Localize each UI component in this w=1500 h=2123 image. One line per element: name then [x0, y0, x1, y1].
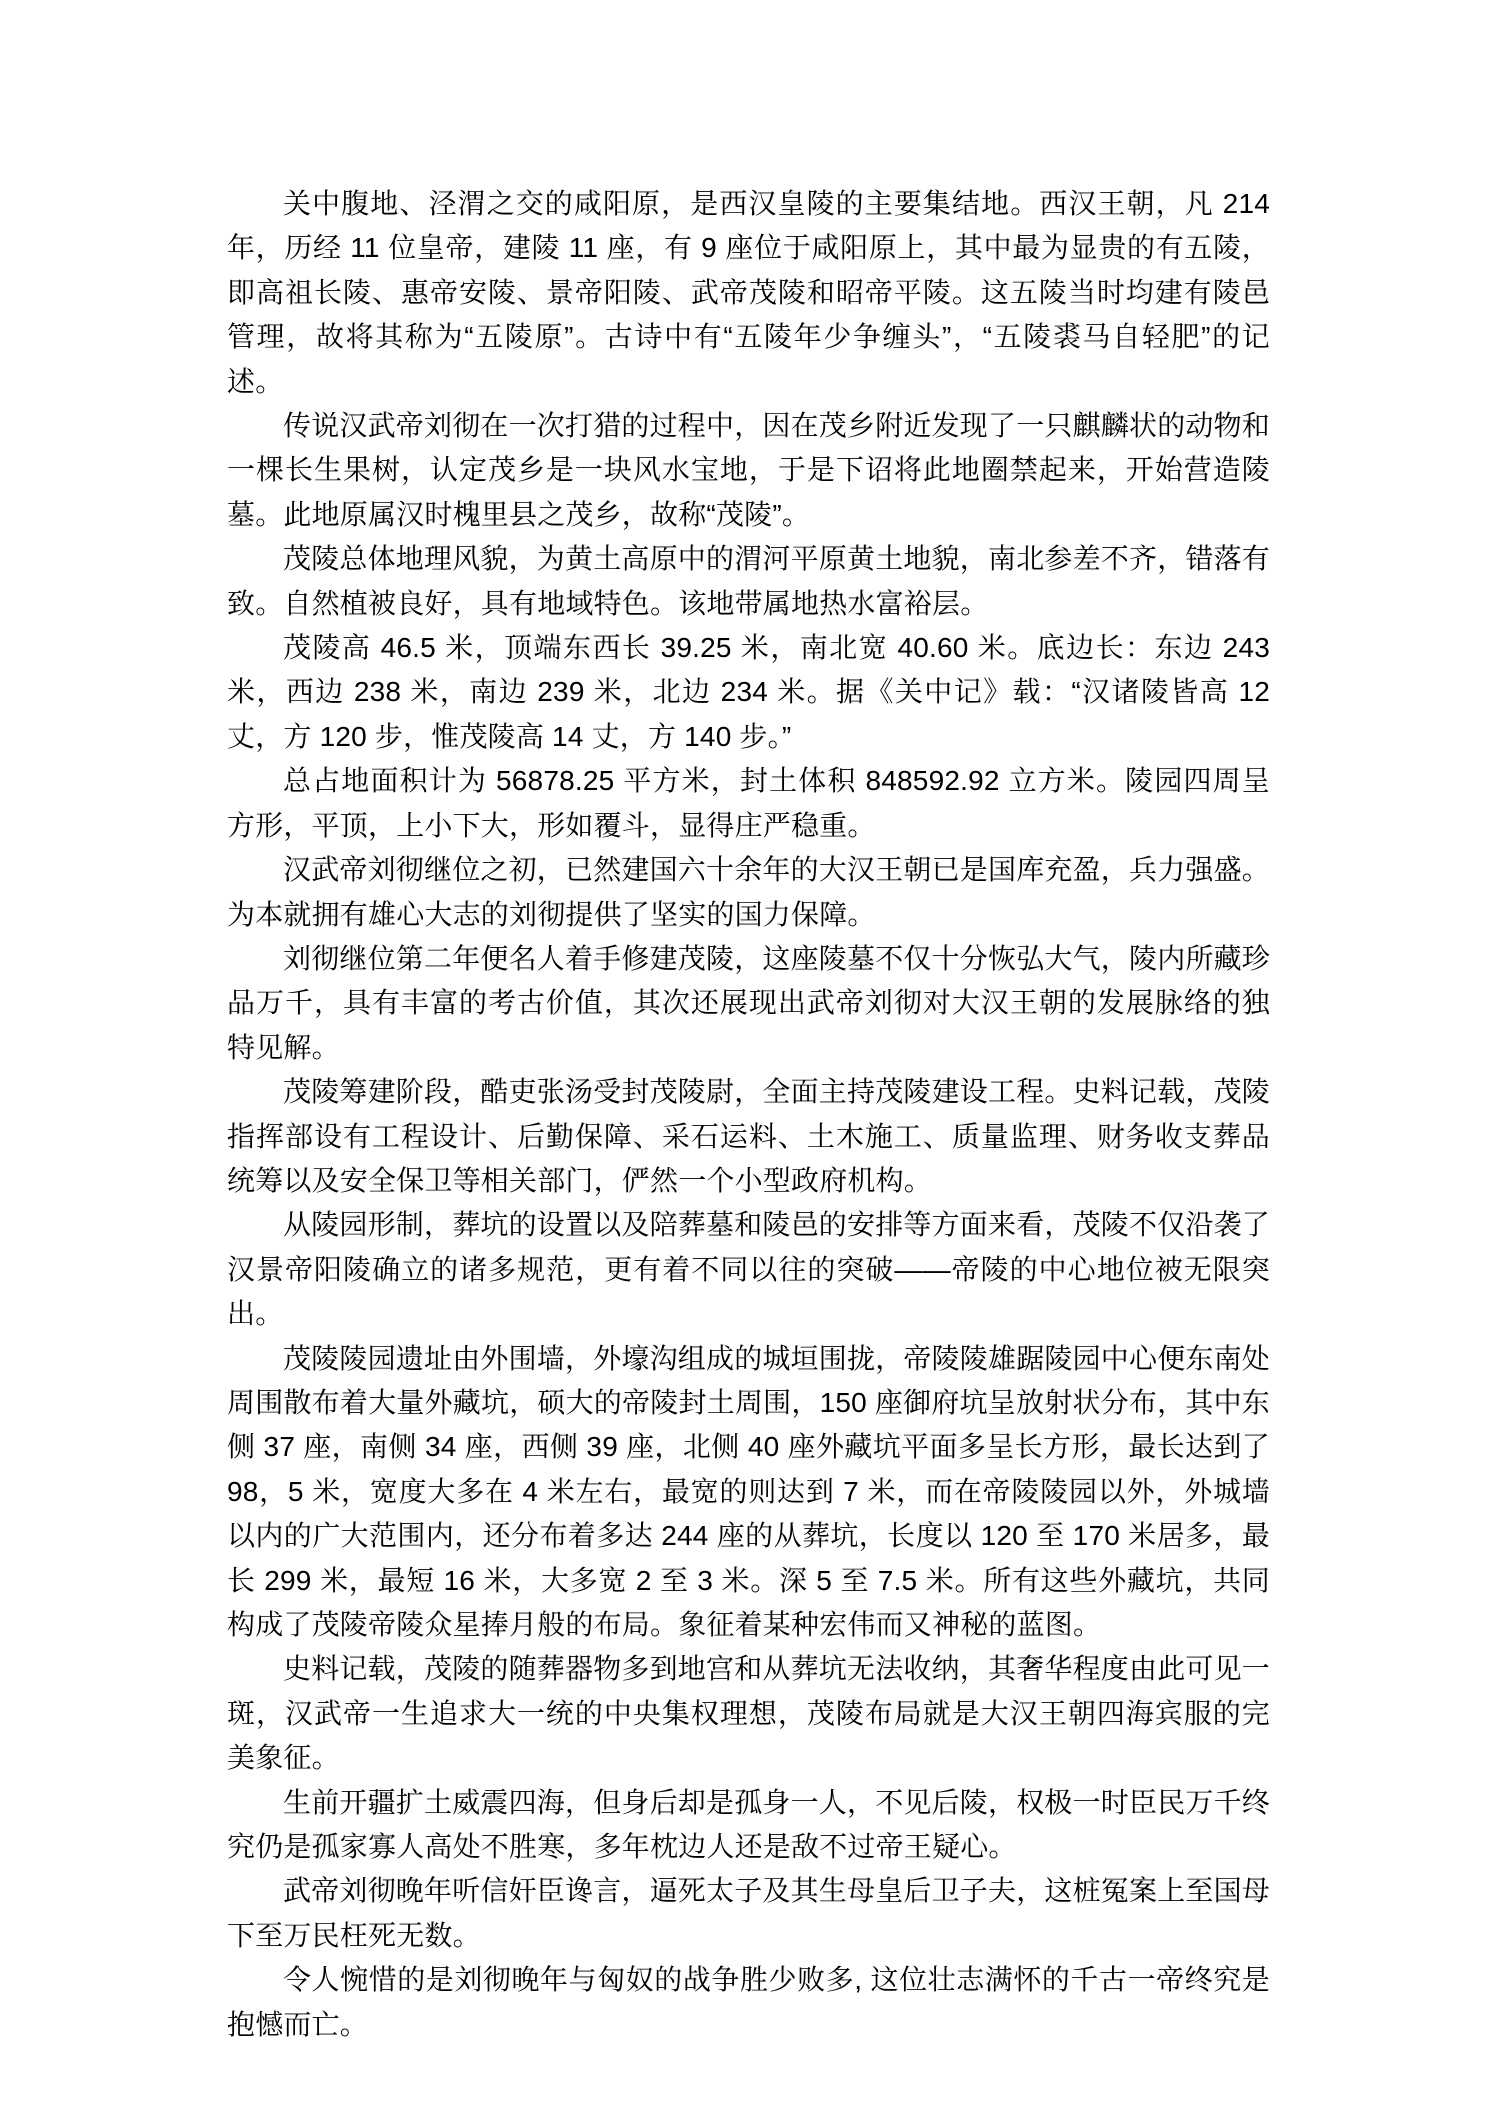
document-paragraph: 关中腹地、泾渭之交的咸阳原，是西汉皇陵的主要集结地。西汉王朝，凡 214 年，历经 11 位皇帝，建陵 11 座，有 9 座位于咸阳原上，其中最为显贵的有五陵，即高祖长陵、惠帝安陵、景帝阳陵、武帝茂陵和昭帝平陵。这五陵当时均建有陵邑管理，故将其称为“五陵原”。古诗中有“五陵年少争缠头”，“五陵裘马自轻肥”的记述。 [227, 188, 1270, 397]
document-paragraph: 史料记载，茂陵的随葬器物多到地宫和从葬坑无法收纳，其奢华程度由此可见一斑，汉武帝一生追求大一统的中央集权理想，茂陵布局就是大汉王朝四海宾服的完美象征。 [227, 1653, 1271, 1774]
document-paragraph: 茂陵总体地理风貌，为黄土高原中的渭河平原黄土地貌，南北参差不齐，错落有致。自然植被良好，具有地域特色。该地带属地热水富裕层。 [227, 543, 1271, 619]
document-paragraph: 传说汉武帝刘彻在一次打猎的过程中，因在茂乡附近发现了一只麒麟状的动物和一棵长生果树，认定茂乡是一块风水宝地，于是下诏将此地圈禁起来，开始营造陵墓。此地原属汉时槐里县之茂乡，故称“茂陵”。 [227, 410, 1271, 530]
document-paragraph: 茂陵筹建阶段，酷吏张汤受封茂陵尉，全面主持茂陵建设工程。史料记载，茂陵指挥部设有工程设计、后勤保障、采石运料、土木施工、质量监理、财务收支葬品统筹以及安全保卫等相关部门，俨然一个小型政府机构。 [227, 1076, 1271, 1196]
document-paragraph: 汉武帝刘彻继位之初，已然建国六十余年的大汉王朝已是国库充盈，兵力强盛。为本就拥有雄心大志的刘彻提供了坚实的国力保障。 [227, 854, 1271, 930]
document-paragraph: 生前开疆扩土威震四海，但身后却是孤身一人，不见后陵，权极一时臣民万千终究仍是孤家寡人高处不胜寒，多年枕边人还是敌不过帝王疑心。 [227, 1786, 1271, 1863]
document-paragraph: 刘彻继位第二年便名人着手修建茂陵，这座陵墓不仅十分恢弘大气，陵内所藏珍品万千，具有丰富的考古价值，其次还展现出武帝刘彻对大汉王朝的发展脉络的独特见解。 [227, 942, 1271, 1063]
document-body [227, 182, 1270, 2047]
document-paragraph: 从陵园形制，葬坑的设置以及陪葬墓和陵邑的安排等方面来看，茂陵不仅沿袭了汉景帝阳陵确立的诸多规范，更有着不同以往的突破——帝陵的中心地位被无限突出。 [227, 1209, 1271, 1330]
document-paragraph: 令人惋惜的是刘彻晚年与匈奴的战争胜少败多, 这位壮志满怀的千古一帝终究是抱憾而亡。 [227, 1964, 1270, 2040]
document-paragraph: 总占地面积计为 56878.25 平方米，封土体积 848592.92 立方米。陵园四周呈方形，平顶，上小下大，形如覆斗，显得庄严稳重。 [227, 765, 1270, 841]
document-paragraph: 茂陵高 46.5 米，顶端东西长 39.25 米，南北宽 40.60 米。底边长：东边 243 米，西边 238 米，南边 239 米，北边 234 米。据《关中记》载：“汉诸陵皆高 12 丈，方 120 步，惟茂陵高 14 丈，方 140 步。” [227, 632, 1270, 752]
document-paragraph: 茂陵陵园遗址由外围墙，外壕沟组成的城垣围拢，帝陵陵雄踞陵园中心便东南处周围散布着大量外藏坑，硕大的帝陵封土周围，150 座御府坑呈放射状分布，其中东侧 37 座，南侧 34 座，西侧 39 座，北侧 40 座外藏坑平面多呈长方形，最长达到了 98，5 米，宽度大多在 4 米左右，最宽的则达到 7 米，而在帝陵陵园以外，外城墙以内的广大范围内，还分布着多达 244 座的从葬坑，长度以 120 至 170 米居多，最长 299 米，最短 16 米，大多宽 2 至 3 米。深 5 至 7.5 米。所有这些外藏坑，共同构成了茂陵帝陵众星捧月般的布局。象征着某种宏伟而又神秘的蓝图。 [227, 1342, 1271, 1640]
document-paragraph: 武帝刘彻晚年听信奸臣谗言，逼死太子及其生母皇后卫子夫，这桩冤案上至国母下至万民枉死无数。 [227, 1875, 1271, 1951]
